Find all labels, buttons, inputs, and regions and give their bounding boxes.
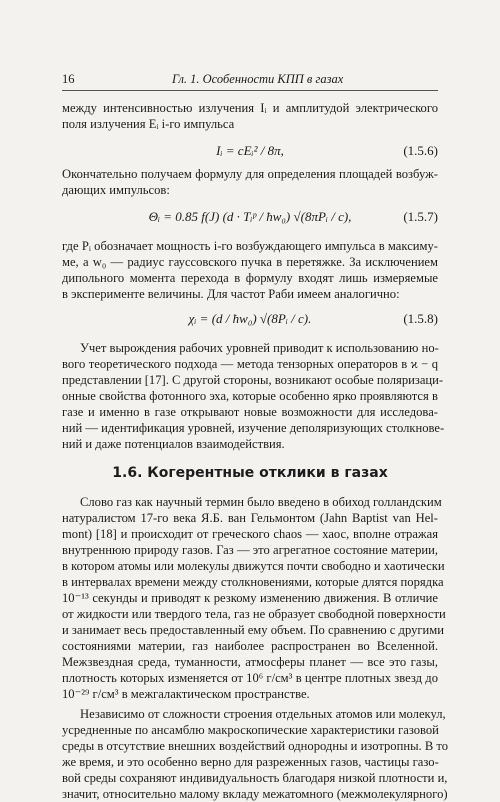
text-line: плотность которых изменяется от 10⁶ г/см³ в центре плотных звезд до [62, 671, 438, 685]
text-line: вого теоретического подхода — метода тензорных операторов в ϰ − q [62, 357, 438, 371]
text-line: усредненные по ансамблю макроскопические характеристики газовой [62, 723, 439, 737]
running-title: Гл. 1. Особенности КПП в газах [172, 72, 344, 86]
text-line: в интервалах времени между столкновениями, которые длятся порядка [62, 575, 444, 589]
equation-expression: χᵢ = (d / ħw₀) √(8Pᵢ / c). [188, 311, 312, 326]
section-heading: 1.6. Когерентные отклики в газах [112, 465, 388, 481]
text-line: дающих импульсов: [62, 183, 170, 197]
text-line: же время, и это особенно верно для разреженных газов, частицы газо- [62, 755, 439, 769]
text-line: в эксперименте величины. Для частот Раби имеем аналогично: [62, 287, 400, 301]
text-line: Межзвездная среда, туманности, атмосферы планет — все это газы, [62, 655, 438, 669]
text-line: Учет вырождения рабочих уровней приводит к использованию но- [80, 341, 439, 355]
text-line: газе и именно в газе открывают новые возможности для исследова- [62, 405, 438, 419]
text-line: среды в отсутствие внешних воздействий однородны и изотропны. В то [62, 739, 449, 753]
running-header [62, 70, 438, 91]
text-line: Окончательно получаем формулу для определения площадей возбуж- [62, 167, 438, 181]
text-line: 10⁻²⁹ г/см³ в межгалактическом пространстве. [62, 687, 310, 701]
equation-1-5-7 [62, 202, 438, 232]
text-line: 10⁻¹³ секунды и приводят к резкому изменению движения. В отличие [62, 591, 438, 605]
text-line: mont) [18] и происходит от греческого chaos — хаос, вполне отражая [62, 527, 438, 541]
text-line: от жидкости или твердого тела, газ не образует свободной поверхности [62, 607, 446, 621]
text-line: ний и даже потенциалов взаимодействия. [62, 437, 285, 451]
text-line: значит, относительно малому вкладу межатомного (межмолекулярного) [62, 787, 448, 801]
text-line: внутреннюю природу газов. Газ — это агрегатное состояние материи, [62, 543, 438, 557]
equation-number: (1.5.7) [403, 209, 438, 224]
text-line: дипольного момента перехода в формулу входят лишь измеряемые [62, 271, 438, 285]
text-line: и занимает весь предоставленный ему объем. По сравнению с другими [62, 623, 444, 637]
text-line: представлении [17]. С другой стороны, возникают особые поляризаци- [62, 373, 444, 387]
equation-1-5-6 [62, 136, 438, 166]
text-line: онные свойства фотонного эха, которые особенно ярко проявляются в [62, 389, 438, 403]
text-line: поля излучения Eᵢ i-го импульса [62, 117, 235, 131]
text-line: ме, а w₀ — радиус гауссовского пучка в перетяжке. За исключением [62, 255, 438, 269]
text-line: в котором атомы или молекулы движутся почти свободно и хаотически [62, 559, 445, 573]
text-line: ний — идентификация уровней, изучение деполяризующих столкнове- [62, 421, 445, 435]
equation-expression: Θᵢ = 0.85 f(J) (d · Tᵢᵖ / ħw₀) √(8πPᵢ / c), [148, 209, 352, 224]
equation-number: (1.5.6) [403, 143, 438, 158]
text-line: между интенсивностью излучения Iᵢ и амплитудой электрического [62, 101, 438, 115]
equation-1-5-8 [62, 304, 438, 334]
page-number: 16 [62, 72, 75, 86]
text-line: состояниями материи, газ наиболее распространен во Вселенной. [62, 639, 438, 653]
text-line: Слово газ как научный термин было введено в обиход голландским [80, 495, 442, 509]
text-line: натуралистом 17-го века Я.Б. ван Гельмонтом (Jahn Baptist van Hel- [62, 511, 438, 525]
text-line: Независимо от сложности строения отдельных атомов или молекул, [80, 707, 446, 721]
text-line: где Pᵢ обозначает мощность i-го возбуждающего импульса в максиму- [62, 239, 438, 253]
text-line: вой среды сохраняют индивидуальность благодаря низкой плотности и, [62, 771, 448, 785]
equation-number: (1.5.8) [403, 311, 438, 326]
equation-expression: Iᵢ = cEᵢ² / 8π, [216, 143, 284, 158]
